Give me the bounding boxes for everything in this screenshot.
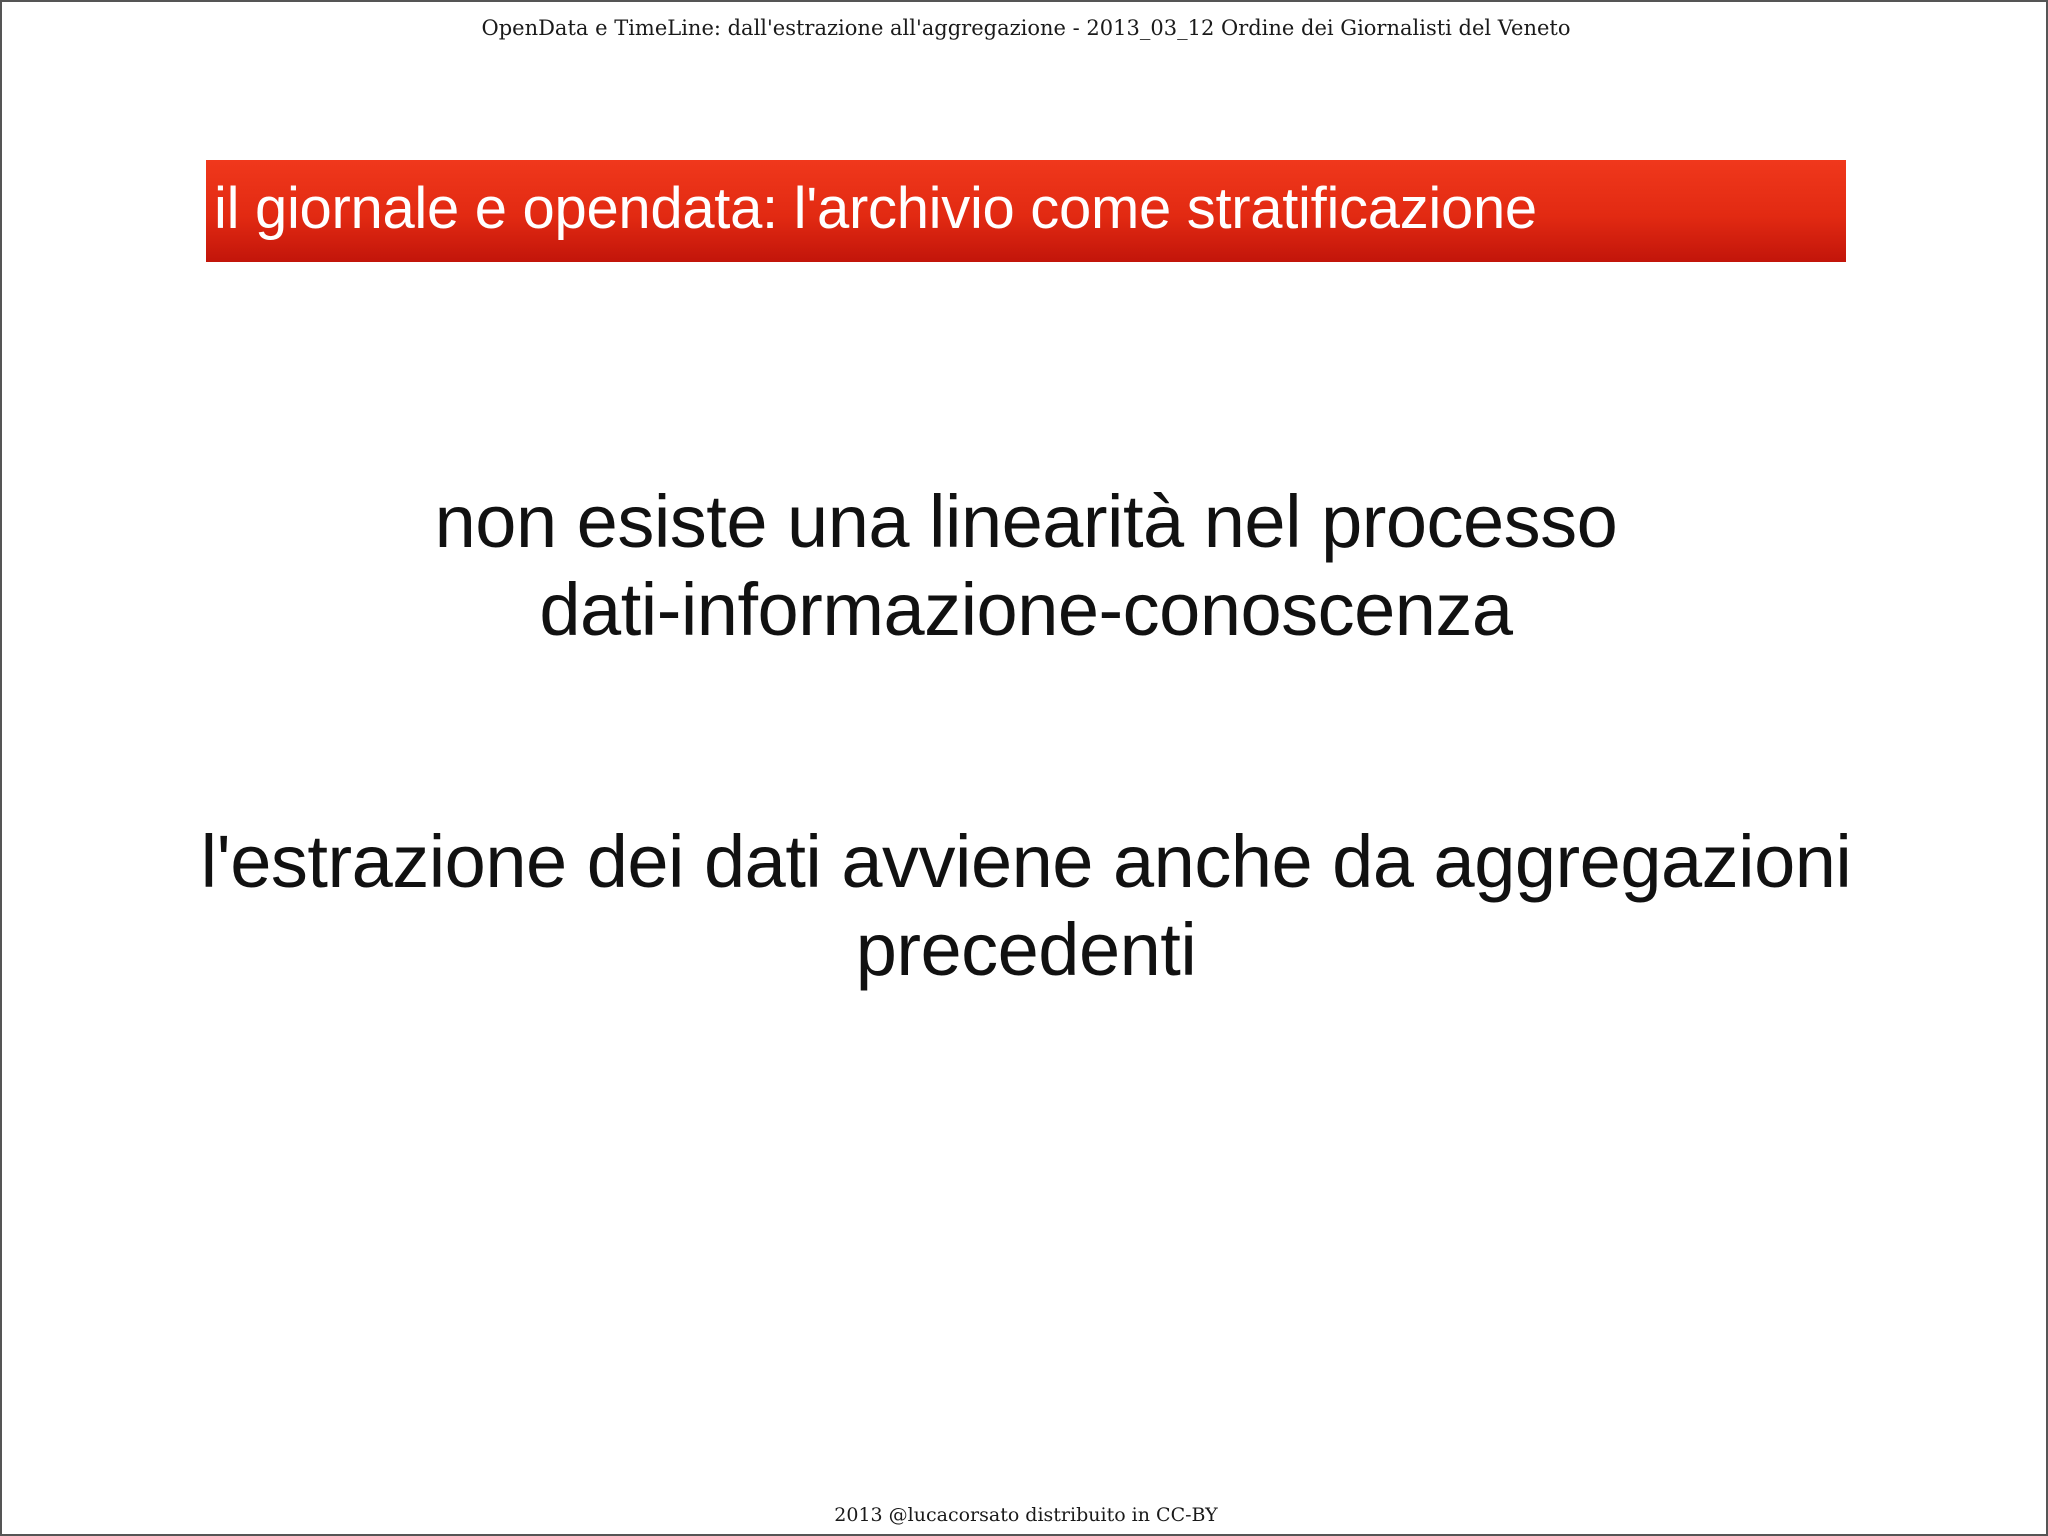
- slide-title: il giornale e opendata: l'archivio come stratificazione: [214, 176, 1537, 241]
- body-line: dati-informazione-conoscenza: [539, 568, 1513, 651]
- slide-header: OpenData e TimeLine: dall'estrazione all'aggregazione - 2013_03_12 Ordine dei Giornalisti del Veneto: [481, 16, 1571, 40]
- body-line: precedenti: [855, 908, 1197, 991]
- body-line: l'estrazione dei dati avviene anche da aggregazioni: [200, 820, 1852, 903]
- slide-footer: 2013 @lucacorsato distribuito in CC-BY: [834, 1504, 1218, 1526]
- title-bar: [206, 160, 1846, 262]
- body-line: non esiste una linearità nel processo: [434, 480, 1618, 563]
- body-paragraph-linearity: [2, 478, 2048, 654]
- body-paragraph-extraction: [2, 818, 2048, 994]
